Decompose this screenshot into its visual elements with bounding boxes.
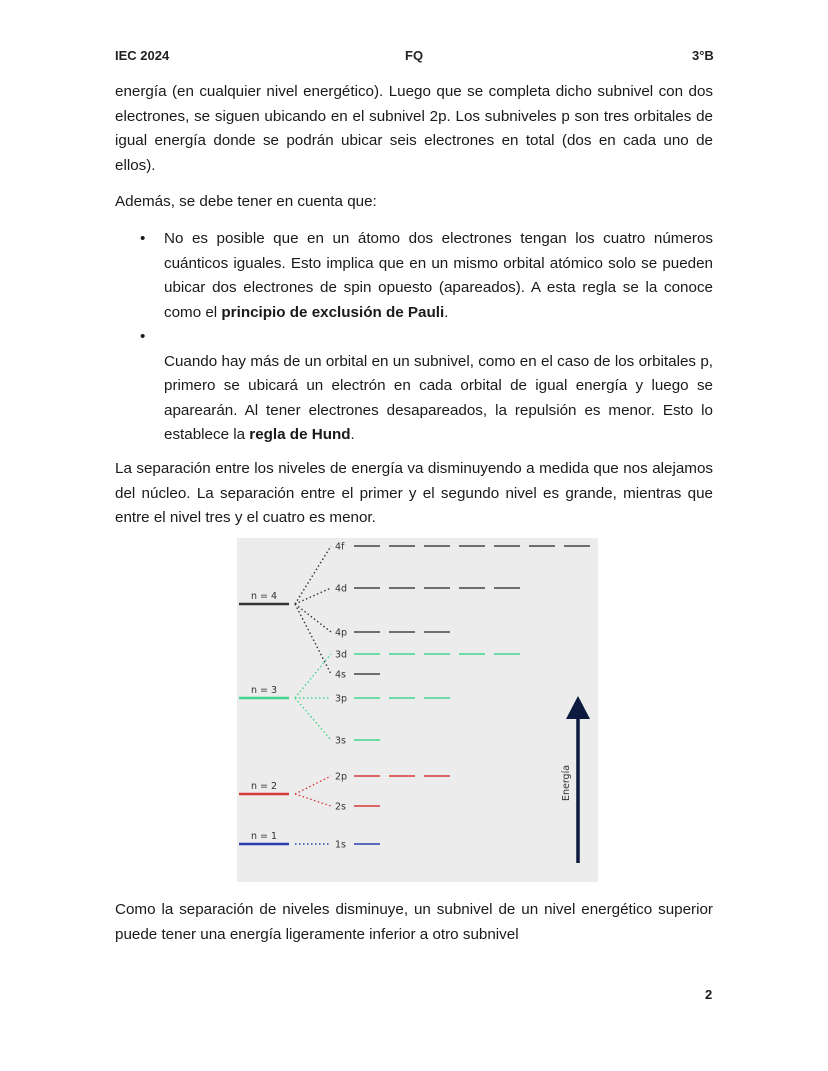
paragraph-separacion: La separación entre los niveles de energía va disminuyendo a medida que nos alejamos del núcleo. La separación entre el primer y el segundo nivel es grande, mientras que entre el nivel tres y el cuatro es menor. — [115, 460, 713, 526]
bullet-hund-text: Cuando hay más de un orbital en un subnivel, como en el caso de los orbitales p, primero se ubicará un electrón en cada orbital de igual energía y luego se aparearán. Al tener electrones desapareados, la repulsión es menor. Esto lo establece la — [164, 352, 713, 443]
sublevel-label-4s: 4s — [335, 669, 346, 681]
sublevel-label-4d: 4d — [335, 583, 348, 595]
level-label: n = 4 — [250, 591, 278, 602]
level-label: n = 3 — [250, 685, 278, 696]
bullet-pauli-text: No es posible que en un átomo dos electrones tengan los cuatro números cuánticos iguales. Esto implica que en un mismo orbital atómico solo se pueden ubicar dos electrones de spin opuesto (apareados). A esta regla se la conoce como el — [164, 230, 713, 321]
bullet-pauli-end: . — [444, 303, 449, 321]
bullet-pauli — [115, 227, 713, 325]
bullet-dot: • — [140, 328, 146, 345]
connector-2s — [295, 794, 331, 806]
paragraph-subnivel-2p: energía (en cualquier nivel energético). Luego que se completa dicho subnivel con dos electrones, se siguen ubicando en el subnivel 2p. Los subniveles p son tres orbitales de igual energía donde se podrán ubicar seis electrones en total (dos en cada uno de ellos). — [115, 83, 713, 174]
connector-3d — [295, 654, 331, 698]
connector-3s — [295, 698, 331, 740]
connector-4s — [295, 604, 331, 674]
sublevel-label-3d: 3d — [335, 649, 348, 661]
connector-4d — [295, 588, 331, 604]
paragraph-como-la-separacion: Como la separación de niveles disminuye, un subnivel de un nivel energético superior puede tener una energía ligeramente inferior a otro subnivel — [115, 901, 713, 943]
level-label: n = 1 — [250, 831, 278, 842]
bullet-hund — [115, 325, 713, 448]
bullet-hund-end: . — [350, 426, 355, 443]
page-number: 2 — [705, 987, 713, 1002]
sublevel-label-1s: 1s — [335, 839, 346, 851]
bullet-dot: • — [140, 230, 146, 247]
energy-arrow-head — [566, 696, 590, 719]
sublevel-label-3p: 3p — [335, 693, 348, 705]
energy-level-svg — [237, 538, 598, 882]
energy-axis-label: Energía — [561, 764, 572, 802]
rules-list — [115, 227, 713, 448]
header-right: 3°B — [692, 48, 714, 63]
pauli-principle-term: principio de exclusión de Pauli — [221, 303, 445, 321]
sublevel-label-2p: 2p — [335, 771, 348, 783]
sublevel-label-4f: 4f — [335, 541, 345, 553]
header-left: IEC 2024 — [115, 48, 170, 63]
hund-rule-term: regla de Hund — [249, 426, 351, 443]
sublevel-label-4p: 4p — [335, 627, 348, 639]
connector-4f — [295, 546, 331, 604]
sublevel-label-2s: 2s — [335, 801, 346, 813]
header-center: FQ — [405, 48, 424, 63]
connector-4p — [295, 604, 331, 632]
paragraph-ademas: Además, se debe tener en cuenta que: — [115, 193, 377, 210]
connector-2p — [295, 776, 331, 794]
energy-level-diagram — [237, 538, 598, 882]
level-label: n = 2 — [250, 781, 278, 792]
sublevel-label-3s: 3s — [335, 735, 346, 747]
